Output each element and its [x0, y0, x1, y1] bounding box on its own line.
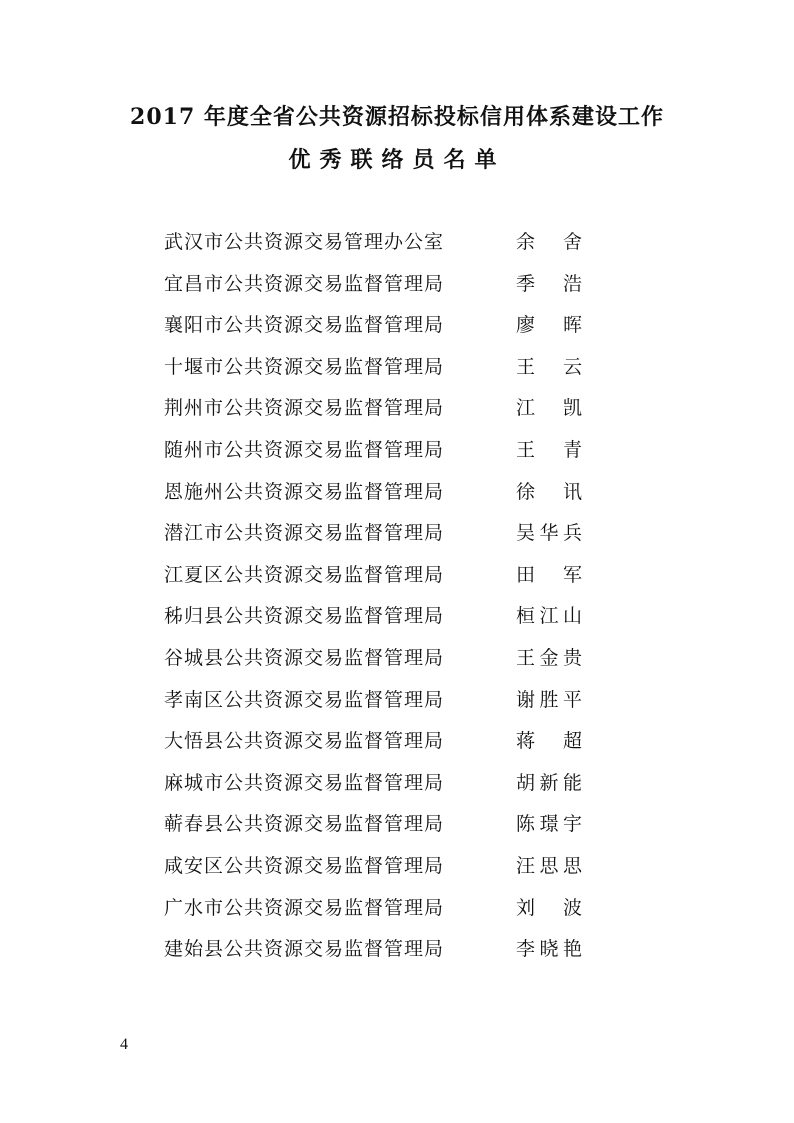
list-item [160, 222, 620, 264]
list-item [160, 430, 620, 472]
person-name: 王金贵 [516, 646, 582, 669]
organization-name: 蕲春县公共资源交易监督管理局 [164, 813, 445, 836]
person-name: 蒋 超 [516, 730, 582, 753]
list-item [160, 638, 620, 680]
list-item [160, 264, 620, 306]
liaison-list [160, 222, 620, 971]
document-title: 2017 年度全省公共资源招标投标信用体系建设工作 [130, 104, 664, 130]
person-name: 胡新能 [516, 771, 582, 794]
list-item [160, 888, 620, 930]
organization-name: 襄阳市公共资源交易监督管理局 [164, 314, 445, 337]
organization-name: 孝南区公共资源交易监督管理局 [164, 688, 445, 711]
organization-name: 随州市公共资源交易监督管理局 [164, 438, 445, 461]
person-name: 吴华兵 [516, 522, 582, 545]
organization-name: 谷城县公共资源交易监督管理局 [164, 646, 445, 669]
list-item [160, 763, 620, 805]
person-name: 徐 讯 [516, 480, 582, 503]
list-item [160, 472, 620, 514]
person-name: 王 云 [516, 355, 582, 378]
list-item [160, 305, 620, 347]
person-name: 江 凯 [516, 397, 582, 420]
person-name: 陈璟宇 [516, 813, 582, 836]
organization-name: 秭归县公共资源交易监督管理局 [164, 605, 445, 628]
person-name: 汪思思 [516, 854, 582, 877]
organization-name: 十堰市公共资源交易监督管理局 [164, 355, 445, 378]
organization-name: 武汉市公共资源交易管理办公室 [164, 231, 445, 253]
organization-name: 宜昌市公共资源交易监督管理局 [164, 272, 445, 295]
person-name: 李晓艳 [516, 938, 582, 961]
list-item [160, 721, 620, 763]
organization-name: 江夏区公共资源交易监督管理局 [164, 563, 445, 586]
organization-name: 潜江市公共资源交易监督管理局 [164, 522, 445, 545]
organization-name: 荆州市公共资源交易监督管理局 [164, 397, 445, 420]
person-name: 刘 波 [516, 896, 582, 919]
list-item [160, 846, 620, 888]
list-item [160, 596, 620, 638]
list-item [160, 555, 620, 597]
person-name: 桓江山 [516, 605, 582, 628]
list-item [160, 513, 620, 555]
document-subtitle: 优秀联络员名单 [288, 147, 506, 173]
person-name: 田 军 [516, 563, 582, 586]
person-name: 季 浩 [516, 272, 582, 295]
organization-name: 建始县公共资源交易监督管理局 [164, 938, 445, 961]
list-item [160, 388, 620, 430]
person-name: 王 青 [516, 438, 582, 461]
person-name: 廖 晖 [516, 314, 582, 337]
organization-name: 广水市公共资源交易监督管理局 [164, 896, 445, 919]
person-name: 谢胜平 [516, 688, 582, 711]
list-item [160, 929, 620, 971]
organization-name: 大悟县公共资源交易监督管理局 [164, 730, 445, 753]
list-item [160, 347, 620, 389]
organization-name: 恩施州公共资源交易监督管理局 [164, 480, 445, 503]
organization-name: 麻城市公共资源交易监督管理局 [164, 771, 445, 794]
organization-name: 咸安区公共资源交易监督管理局 [164, 854, 445, 877]
person-name: 余 舍 [516, 231, 582, 253]
list-item [160, 680, 620, 722]
page-number: 4 [120, 1036, 128, 1053]
list-item [160, 804, 620, 846]
